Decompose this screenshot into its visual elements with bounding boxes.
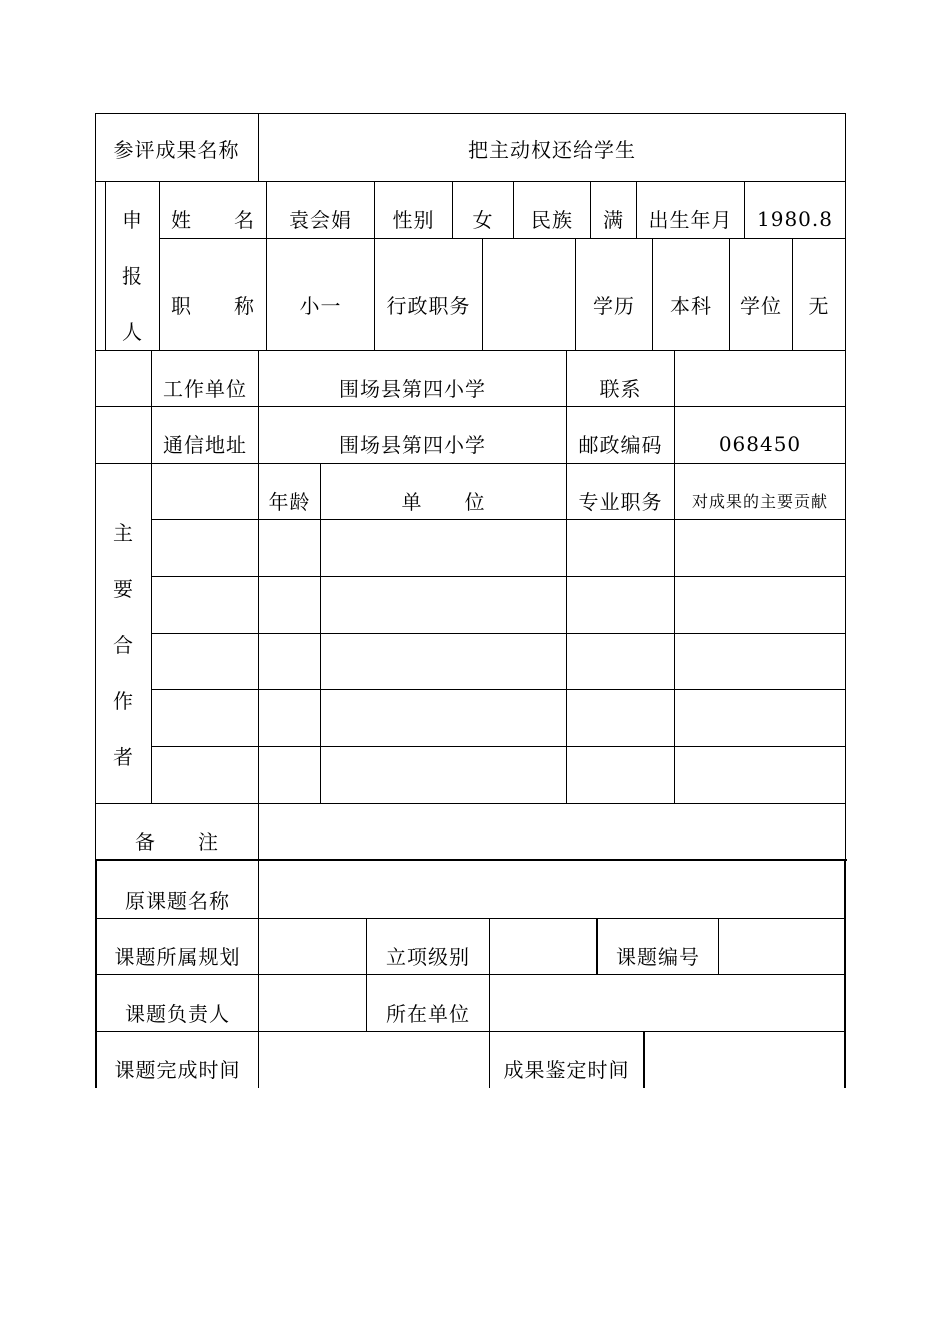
- work-unit-label: 工作单位: [163, 376, 247, 401]
- postcode-label: 邮政编码: [578, 433, 663, 457]
- achievement-name-label: 参评成果名称: [113, 137, 240, 162]
- title-value: 小一: [299, 293, 342, 318]
- applicant-side-label-2: 报: [122, 263, 143, 288]
- contact-label: 联系: [599, 376, 642, 401]
- gender-value: 女: [472, 208, 494, 232]
- collaborators-side-label-3: 合: [113, 632, 134, 657]
- table-rule: [95, 803, 846, 804]
- contact-value: [675, 359, 845, 415]
- project-leader-label: 课题负责人: [125, 1001, 230, 1026]
- applicant-side-label-3: 人: [122, 319, 143, 344]
- project-level-value: [490, 927, 596, 983]
- project-plan-label: 课题所属规划: [114, 944, 241, 969]
- collaborators-header-unit: 单 位: [401, 490, 486, 514]
- table-rule: [151, 633, 846, 634]
- project-finish-time-value: [259, 1040, 489, 1097]
- collaborators-side-label-4: 作: [113, 688, 134, 713]
- address-label: 通信地址: [163, 433, 247, 457]
- gender-label: 性别: [392, 208, 435, 232]
- appraisal-time-value: [645, 1040, 844, 1097]
- ethnicity-value: 满: [603, 208, 624, 232]
- project-finish-time-label: 课题完成时间: [114, 1058, 241, 1082]
- degree-label: 学位: [740, 293, 782, 318]
- admin-post-value: [483, 239, 575, 369]
- birth-value: 1980.8: [757, 206, 833, 231]
- name-value: 袁会娟: [289, 208, 352, 232]
- collaborators-header-name: [152, 472, 258, 529]
- address-value: 围场县第四小学: [339, 433, 486, 457]
- birth-label: 出生年月: [648, 208, 733, 232]
- applicant-side-label-1: 申: [122, 207, 143, 232]
- collaborators-side-label-5: 者: [113, 744, 134, 769]
- ethnicity-label: 民族: [531, 208, 573, 232]
- admin-post-label: 行政职务: [386, 293, 471, 318]
- collaborators-side-label-1: 主: [113, 520, 134, 545]
- table-rule: [151, 689, 846, 690]
- remarks-value: [259, 812, 845, 868]
- appraisal-time-label: 成果鉴定时间: [503, 1058, 630, 1082]
- achievement-name-value: 把主动权还给学生: [468, 137, 636, 162]
- table-rule: [151, 746, 846, 747]
- original-project-name-label: 原课题名称: [125, 888, 230, 913]
- work-unit-value: 围场县第四小学: [339, 376, 486, 401]
- collaborators-header-age: 年龄: [268, 490, 311, 514]
- table-rule: [151, 576, 846, 577]
- degree-value: 无: [808, 293, 830, 318]
- project-unit-value: [490, 984, 844, 1040]
- project-number-label: 课题编号: [616, 944, 700, 969]
- original-project-name-value: [259, 870, 844, 928]
- education-label: 学历: [593, 293, 635, 318]
- name-label: 姓 名: [171, 208, 255, 232]
- project-leader-value: [259, 984, 366, 1040]
- collaborators-header-position: 专业职务: [578, 490, 663, 514]
- project-number-value: [719, 927, 844, 983]
- project-level-label: 立项级别: [386, 944, 470, 969]
- title-label: 职 称: [171, 293, 255, 318]
- project-plan-value: [259, 927, 366, 983]
- postcode-value: 068450: [718, 431, 802, 456]
- remarks-label: 备 注: [135, 829, 219, 854]
- education-value: 本科: [670, 293, 712, 318]
- project-unit-label: 所在单位: [386, 1001, 470, 1026]
- collaborators-side-label-2: 要: [113, 576, 134, 601]
- collaborators-header-contribution: 对成果的主要贡献: [691, 492, 828, 511]
